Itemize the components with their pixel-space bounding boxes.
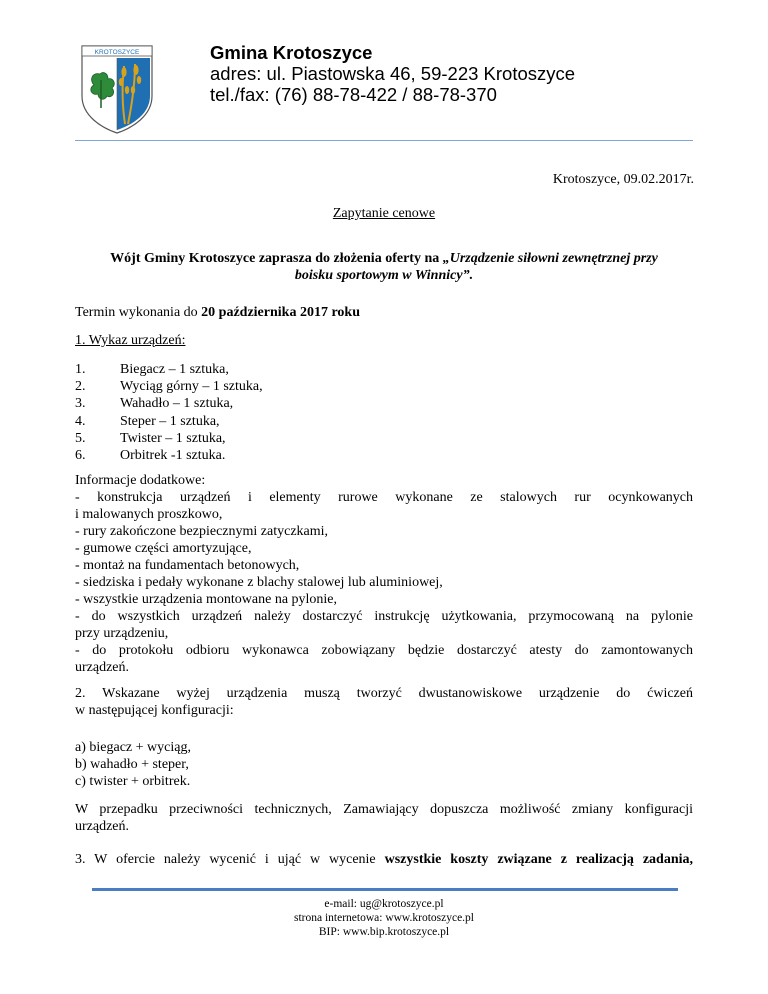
info-line: - do wszystkich urządzeń należy dostarczyć instrukcję użytkowania, przymocowaną na pylonie — [75, 609, 693, 624]
item-number: 3. — [75, 396, 86, 412]
info-line: - siedziska i pedały wykonane z blachy stalowej lub aluminiowej, — [75, 575, 443, 590]
note-line: W przepadku przeciwności technicznych, Zamawiający dopuszcza możliwość zmiany konfiguracji — [75, 802, 693, 817]
footer-website: strona internetowa: www.krotoszyce.pl — [293, 912, 474, 924]
deadline-value: 20 października 2017 roku — [201, 305, 360, 320]
list-item: a) biegacz + wyciąg, — [75, 740, 191, 755]
municipality-phone: tel./fax: (76) 88-78-422 / 88-78-370 — [210, 84, 497, 105]
section-2-line: w następującej konfiguracji: — [75, 703, 234, 718]
info-line: - wszystkie urządzenia montowane na pylonie, — [75, 592, 338, 607]
additional-info-heading: Informacje dodatkowe: — [75, 473, 206, 488]
item-text: Orbitrek -1 sztuka. — [120, 447, 226, 463]
note-line: urządzeń. — [75, 819, 130, 834]
invitation-intro — [0, 250, 768, 284]
deadline — [75, 304, 360, 321]
document-subject: Zapytanie cenowe — [332, 206, 436, 221]
municipality-address: adres: ul. Piastowska 46, 59-223 Krotoszyce — [210, 63, 576, 84]
section-1-heading: 1. Wykaz urządzeń: — [75, 333, 186, 348]
section-3-bold: wszystkie koszty związane z realizacją zadania, — [384, 852, 693, 867]
header-divider — [75, 140, 693, 141]
additional-info — [75, 472, 693, 676]
item-number: 1. — [75, 362, 86, 377]
footer-email: e-mail: ug@krotoszyce.pl — [324, 898, 444, 910]
info-line: - gumowe części amortyzujące, — [75, 541, 252, 556]
list-item: b) wahadło + steper, — [75, 757, 189, 772]
municipality-name: Gmina Krotoszyce — [210, 42, 373, 63]
info-line: i malowanych proszkowo, — [75, 507, 223, 522]
document-date: Krotoszyce, 09.02.2017r. — [552, 172, 694, 187]
info-line: - do protokołu odbioru wykonawca zobowiązany będzie dostarczyć atesty do zamontowanych — [75, 643, 693, 658]
section-3 — [75, 851, 693, 868]
footer-bip: BIP: www.bip.krotoszyce.pl — [318, 926, 450, 938]
item-number: 2. — [75, 379, 86, 395]
section-3-text: 3. W ofercie należy wycenić i ująć w wycenie — [75, 852, 385, 867]
item-text: Biegacz – 1 sztuka, — [120, 362, 229, 377]
intro-title-line2: boisku sportowym w Winnicy”. — [294, 268, 474, 283]
item-text: Steper – 1 sztuka, — [120, 413, 220, 429]
footer-divider — [92, 888, 678, 891]
section-2-line: 2. Wskazane wyżej urządzenia muszą tworzyć dwustanowiskowe urządzenie do ćwiczeń — [75, 686, 693, 701]
deadline-label: Termin wykonania do — [75, 305, 202, 320]
item-number: 4. — [75, 413, 86, 429]
list-item: c) twister + orbitrek. — [75, 774, 191, 789]
intro-title-line1: „Urządzenie siłowni zewnętrznej przy — [442, 251, 658, 266]
info-line: urządzeń. — [75, 660, 130, 675]
item-text: Wahadło – 1 sztuka, — [120, 396, 234, 412]
intro-lead: Wójt Gminy Krotoszyce zaprasza do złożenia oferty na — [110, 251, 443, 266]
item-number: 5. — [75, 430, 86, 446]
configuration-note — [75, 801, 693, 835]
item-text: Wyciąg górny – 1 sztuka, — [120, 379, 263, 395]
item-number: 6. — [75, 447, 86, 463]
svg-text:KROTOSZYCE: KROTOSZYCE — [94, 49, 140, 56]
footer — [0, 897, 768, 939]
info-line: - montaż na fundamentach betonowych, — [75, 558, 300, 573]
info-line: - rury zakończone bezpiecznymi zatyczkami, — [75, 524, 329, 539]
configuration-list — [75, 739, 191, 790]
item-text: Twister – 1 sztuka, — [120, 430, 226, 446]
info-line: - konstrukcja urządzeń i elementy rurowe wykonane ze stalowych rur ocynkowanych — [75, 490, 693, 505]
info-line: przy urządzeniu, — [75, 626, 169, 641]
section-2 — [75, 685, 693, 719]
coat-of-arms-logo — [80, 44, 154, 134]
